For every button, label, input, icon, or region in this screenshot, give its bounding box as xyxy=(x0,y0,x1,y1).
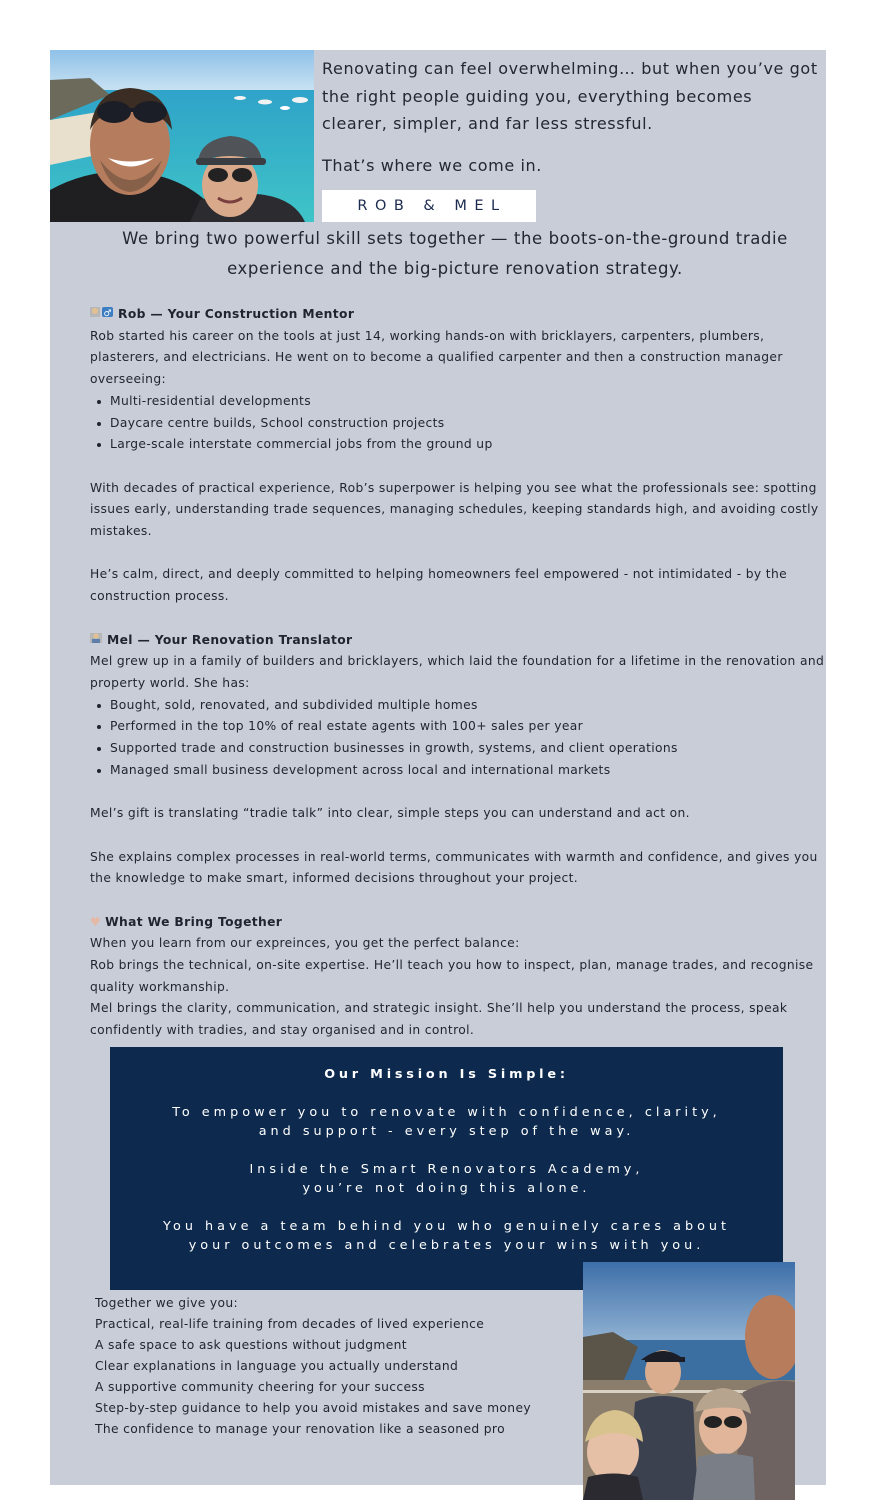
mission-line: To empower you to renovate with confidence, clarity, xyxy=(172,1105,721,1120)
mel-gift: Mel’s gift is translating “tradie talk” into clear, simple steps you can understand and act on. xyxy=(90,806,690,821)
mel-explains: She explains complex processes in real-world terms, communicates with warmth and confidence, and gives you the knowledge to make smart, informed decisions throughout your project. xyxy=(90,849,818,886)
give-list xyxy=(95,1293,565,1440)
rob-mel-badge: ROB & MEL xyxy=(322,190,536,222)
mission-line: your outcomes and celebrates your wins with you. xyxy=(188,1238,705,1253)
mission-block-2 xyxy=(140,1160,753,1198)
rob-and-mel-photo xyxy=(50,50,314,222)
together-line-1: When you learn from our expreinces, you get the perfect balance: xyxy=(90,936,520,951)
rob-heading xyxy=(90,304,825,326)
mission-line: and support - every step of the way. xyxy=(258,1124,635,1139)
rob-calm: He’s calm, direct, and deeply committed to helping homeowners feel empowered - not intimidated - by the construction process. xyxy=(90,567,788,604)
intro-come-in: That’s where we come in. xyxy=(322,156,542,175)
list-item: Practical, real-life training from decades of lived experience xyxy=(95,1317,485,1331)
list-item: Step-by-step guidance to help you avoid mistakes and save money xyxy=(95,1401,531,1415)
house-icon xyxy=(90,630,103,652)
mission-title: Our Mission Is Simple: xyxy=(324,1067,569,1082)
list-item: Clear explanations in language you actually understand xyxy=(95,1359,459,1373)
together-heading xyxy=(90,912,825,934)
heart-icon: ♥ xyxy=(90,914,102,929)
mission-line: Inside the Smart Renovators Academy, xyxy=(249,1162,644,1177)
rob-section xyxy=(90,304,825,1042)
list-item: Large-scale interstate commercial jobs from the ground up xyxy=(110,434,825,456)
list-item: Managed small business development across local and international markets xyxy=(110,760,825,782)
together-heading-text: What We Bring Together xyxy=(105,914,283,929)
rob-bullet-list xyxy=(90,391,825,456)
list-item: A safe space to ask questions without judgment xyxy=(95,1338,407,1352)
construction-worker-icon xyxy=(90,304,114,326)
mel-intro: Mel grew up in a family of builders and bricklayers, which laid the foundation for a lifetime in the renovation and property world. She has: xyxy=(90,654,825,690)
mission-block-1 xyxy=(140,1103,753,1141)
together-line-2: Rob brings the technical, on-site expertise. He’ll teach you how to inspect, plan, manage trades, and recognise quality workmanship. xyxy=(90,958,814,994)
rob-heading-text: Rob — Your Construction Mentor xyxy=(118,307,355,321)
give-intro: Together we give you: xyxy=(95,1296,239,1310)
tagline: We bring two powerful skill sets together — the boots-on-the-ground tradie experience and the big-picture renovation strategy. xyxy=(122,229,788,278)
mel-heading-text: Mel — Your Renovation Translator xyxy=(107,632,353,647)
rob-superpower: With decades of practical experience, Rob’s superpower is helping you see what the professionals see: spotting issues early, understanding trade sequences, managing schedules, keeping standards high, and avoiding costly mistakes. xyxy=(90,480,819,539)
mission-block-3 xyxy=(140,1217,753,1255)
list-item: Multi-residential developments xyxy=(110,391,825,413)
list-item: A supportive community cheering for your success xyxy=(95,1380,425,1394)
rob-intro: Rob started his career on the tools at just 14, working hands-on with bricklayers, carpenters, plumbers, plasterers, and electricians. He went on to become a qualified carpenter and then a construction manager overseeing: xyxy=(90,328,783,387)
list-item: Bought, sold, renovated, and subdivided multiple homes xyxy=(110,695,825,717)
mel-bullet-list xyxy=(90,695,825,782)
mission-line: You have a team behind you who genuinely cares about xyxy=(162,1219,731,1234)
mission-box xyxy=(110,1047,783,1290)
mission-line: you’re not doing this alone. xyxy=(302,1181,591,1196)
svg-text:♂: ♂ xyxy=(103,309,112,318)
list-item: The confidence to manage your renovation like a seasoned pro xyxy=(95,1422,505,1436)
list-item: Supported trade and construction businesses in growth, systems, and client operations xyxy=(110,738,825,760)
mel-heading xyxy=(90,630,825,652)
list-item: Daycare centre builds, School construction projects xyxy=(110,413,825,435)
intro-paragraph: Renovating can feel overwhelming… but when you’ve got the right people guiding you, everything becomes clearer, simpler, and far less stressful. xyxy=(322,59,818,133)
family-photo xyxy=(583,1262,795,1500)
together-line-3: Mel brings the clarity, communication, and strategic insight. She’ll help you understand the process, speak confidently with tradies, and stay organised and in control. xyxy=(90,1001,788,1038)
list-item: Performed in the top 10% of real estate agents with 100+ sales per year xyxy=(110,716,825,738)
